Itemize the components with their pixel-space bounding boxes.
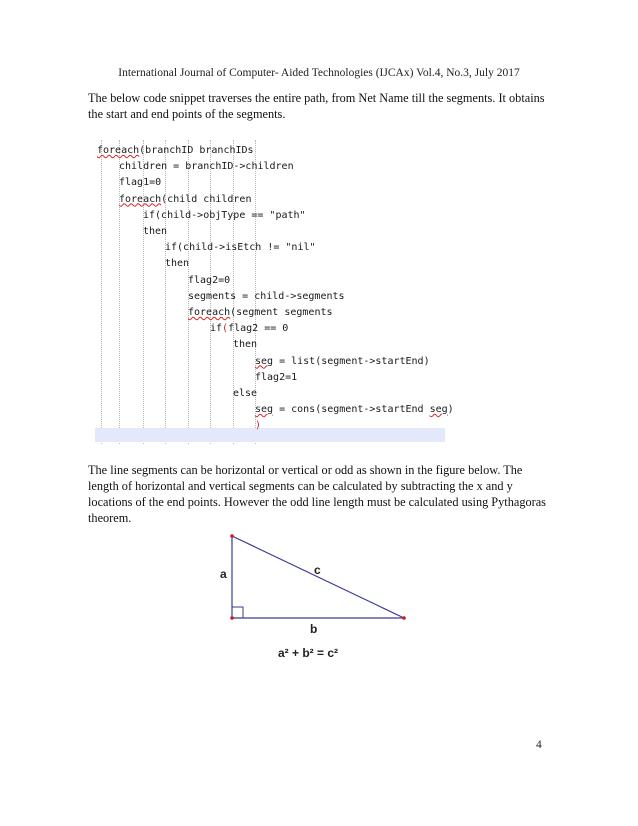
code-text: children = branchID->children (119, 161, 294, 173)
vertex-point (230, 534, 234, 538)
indent-guide (101, 140, 102, 444)
segments-paragraph: The line segments can be horizontal or vertical or odd as shown in the figure below. The length of horizontal and vertical segments can be calculated by subtracting the x and y locations of the end points. However the odd line length must be calculated using Pythagoras theorem. (88, 463, 546, 525)
code-line (119, 176, 161, 190)
label-c: c (314, 563, 321, 577)
code-keyword: seg (255, 355, 274, 367)
code-line (255, 403, 454, 417)
code-line (188, 274, 230, 288)
code-text: flag2 == 0 (228, 323, 289, 335)
code-line (165, 241, 316, 255)
code-snippet (95, 140, 454, 444)
code-text: = cons(segment->startEnd (273, 404, 430, 416)
code-line (255, 419, 261, 433)
code-text: ) (255, 420, 262, 432)
vertex-point (402, 616, 406, 620)
code-line (188, 290, 345, 304)
code-text: (segment segments (230, 307, 333, 318)
code-text: if(child->isEtch != "nil" (165, 242, 316, 254)
code-line (165, 257, 189, 271)
code-line (119, 160, 294, 174)
code-text: = list(segment->startEnd) (273, 355, 430, 367)
code-text: if(child->objType == "path" (143, 209, 306, 221)
code-text: if (210, 323, 223, 335)
vertex-point (230, 616, 234, 620)
code-text: else (233, 388, 258, 399)
code-line (255, 371, 297, 385)
code-keyword: foreach (119, 193, 162, 205)
label-a: a (220, 567, 227, 581)
page-number: 4 (536, 739, 542, 751)
code-text: flag2=1 (255, 371, 298, 383)
code-text: ) (447, 404, 454, 416)
code-text: then (143, 226, 168, 237)
code-line (97, 144, 254, 158)
code-text: flag1=0 (119, 177, 162, 189)
code-line (188, 306, 333, 320)
code-keyword: foreach (97, 145, 140, 156)
code-keyword: seg (255, 404, 274, 416)
code-text: ( (222, 323, 229, 335)
code-line (233, 338, 257, 352)
highlighted-line (95, 428, 445, 442)
code-text: then (165, 258, 190, 270)
side-c (232, 536, 404, 618)
pythagoras-equation: a² + b² = c² (278, 646, 339, 660)
code-line (255, 355, 430, 369)
code-line (119, 193, 251, 207)
right-angle-marker (232, 607, 243, 618)
code-text: (branchID branchIDs (139, 145, 254, 156)
label-b: b (310, 622, 318, 636)
intro-paragraph: The below code snippet traverses the entire path, from Net Name till the segments. It obtains the start and end points of the segments. (88, 91, 545, 121)
code-text: flag2=0 (188, 274, 231, 286)
indent-guide (165, 140, 166, 444)
code-line (210, 322, 288, 336)
code-text: segments = child->segments (188, 290, 345, 302)
journal-header: International Journal of Computer- Aided Technologies (IJCAx) Vol.4, No.3, July 2017 (118, 67, 520, 79)
code-keyword: seg (429, 404, 448, 416)
code-keyword: foreach (188, 307, 231, 318)
code-text: then (233, 339, 258, 351)
code-line (233, 387, 257, 401)
code-line (143, 209, 306, 223)
code-text: (child children (161, 193, 252, 205)
code-line (143, 225, 167, 239)
